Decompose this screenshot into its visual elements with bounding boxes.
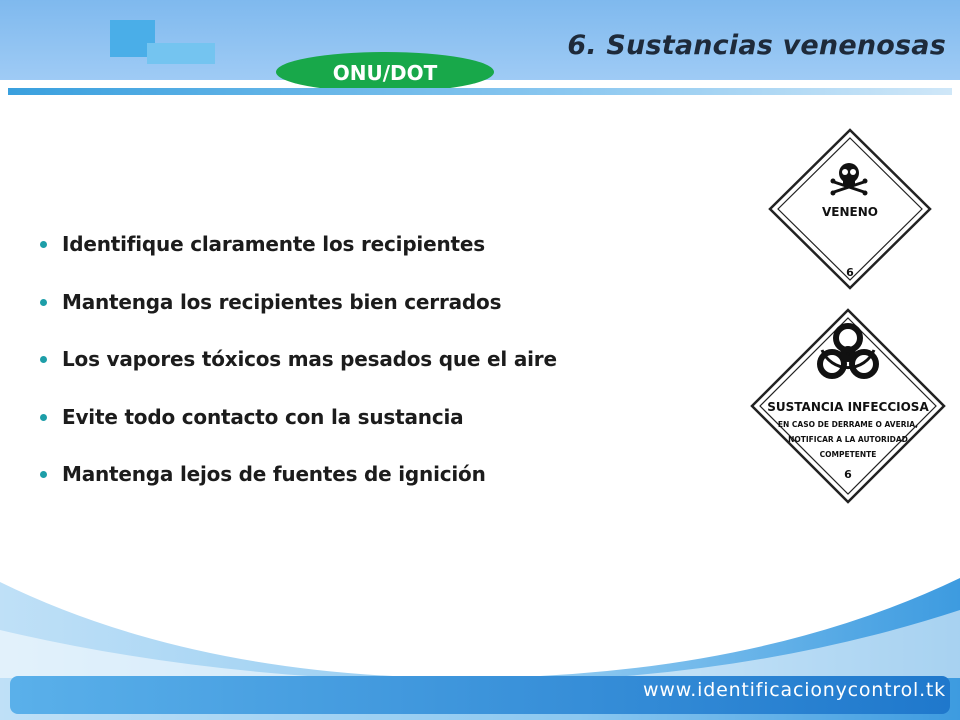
header-divider: [8, 88, 952, 95]
bullet-item: [40, 405, 720, 463]
decorative-square: [147, 43, 215, 64]
footer-url-link[interactable]: www.identificacionycontrol.tk: [643, 679, 946, 701]
infectious-line-1: EN CASO DE DERRAME O AVERIA,: [777, 420, 919, 429]
poison-placard: [768, 128, 932, 290]
infectious-class-number: 6: [844, 468, 852, 481]
infectious-placard: [750, 308, 946, 504]
bullet-dot-icon: [40, 241, 47, 248]
bullet-list: [40, 232, 720, 520]
poison-class-number: 6: [846, 266, 854, 279]
poison-label: VENENO: [822, 205, 878, 219]
slide-title: 6. Sustancias venenosas: [567, 30, 946, 61]
bullet-item: [40, 232, 720, 290]
bullet-item: [40, 347, 720, 405]
bullet-item: [40, 290, 720, 348]
bullet-dot-icon: [40, 414, 47, 421]
onu-dot-badge: ONU/DOT: [276, 52, 494, 92]
bullet-item: [40, 462, 720, 520]
bullet-dot-icon: [40, 299, 47, 306]
bullet-text: Identifique claramente los recipientes: [62, 232, 485, 256]
bullet-text: Mantenga lejos de fuentes de ignición: [62, 462, 486, 486]
infectious-line-2: NOTIFICAR A LA AUTORIDAD: [788, 435, 908, 444]
bullet-text: Los vapores tóxicos mas pesados que el aire: [62, 347, 557, 371]
bullet-text: Evite todo contacto con la sustancia: [62, 404, 464, 429]
bullet-dot-icon: [40, 356, 47, 363]
infectious-label: SUSTANCIA INFECCIOSA: [767, 400, 929, 414]
bullet-text: Mantenga los recipientes bien cerrados: [62, 289, 502, 314]
infectious-line-3: COMPETENTE: [819, 450, 877, 459]
bullet-dot-icon: [40, 471, 47, 478]
